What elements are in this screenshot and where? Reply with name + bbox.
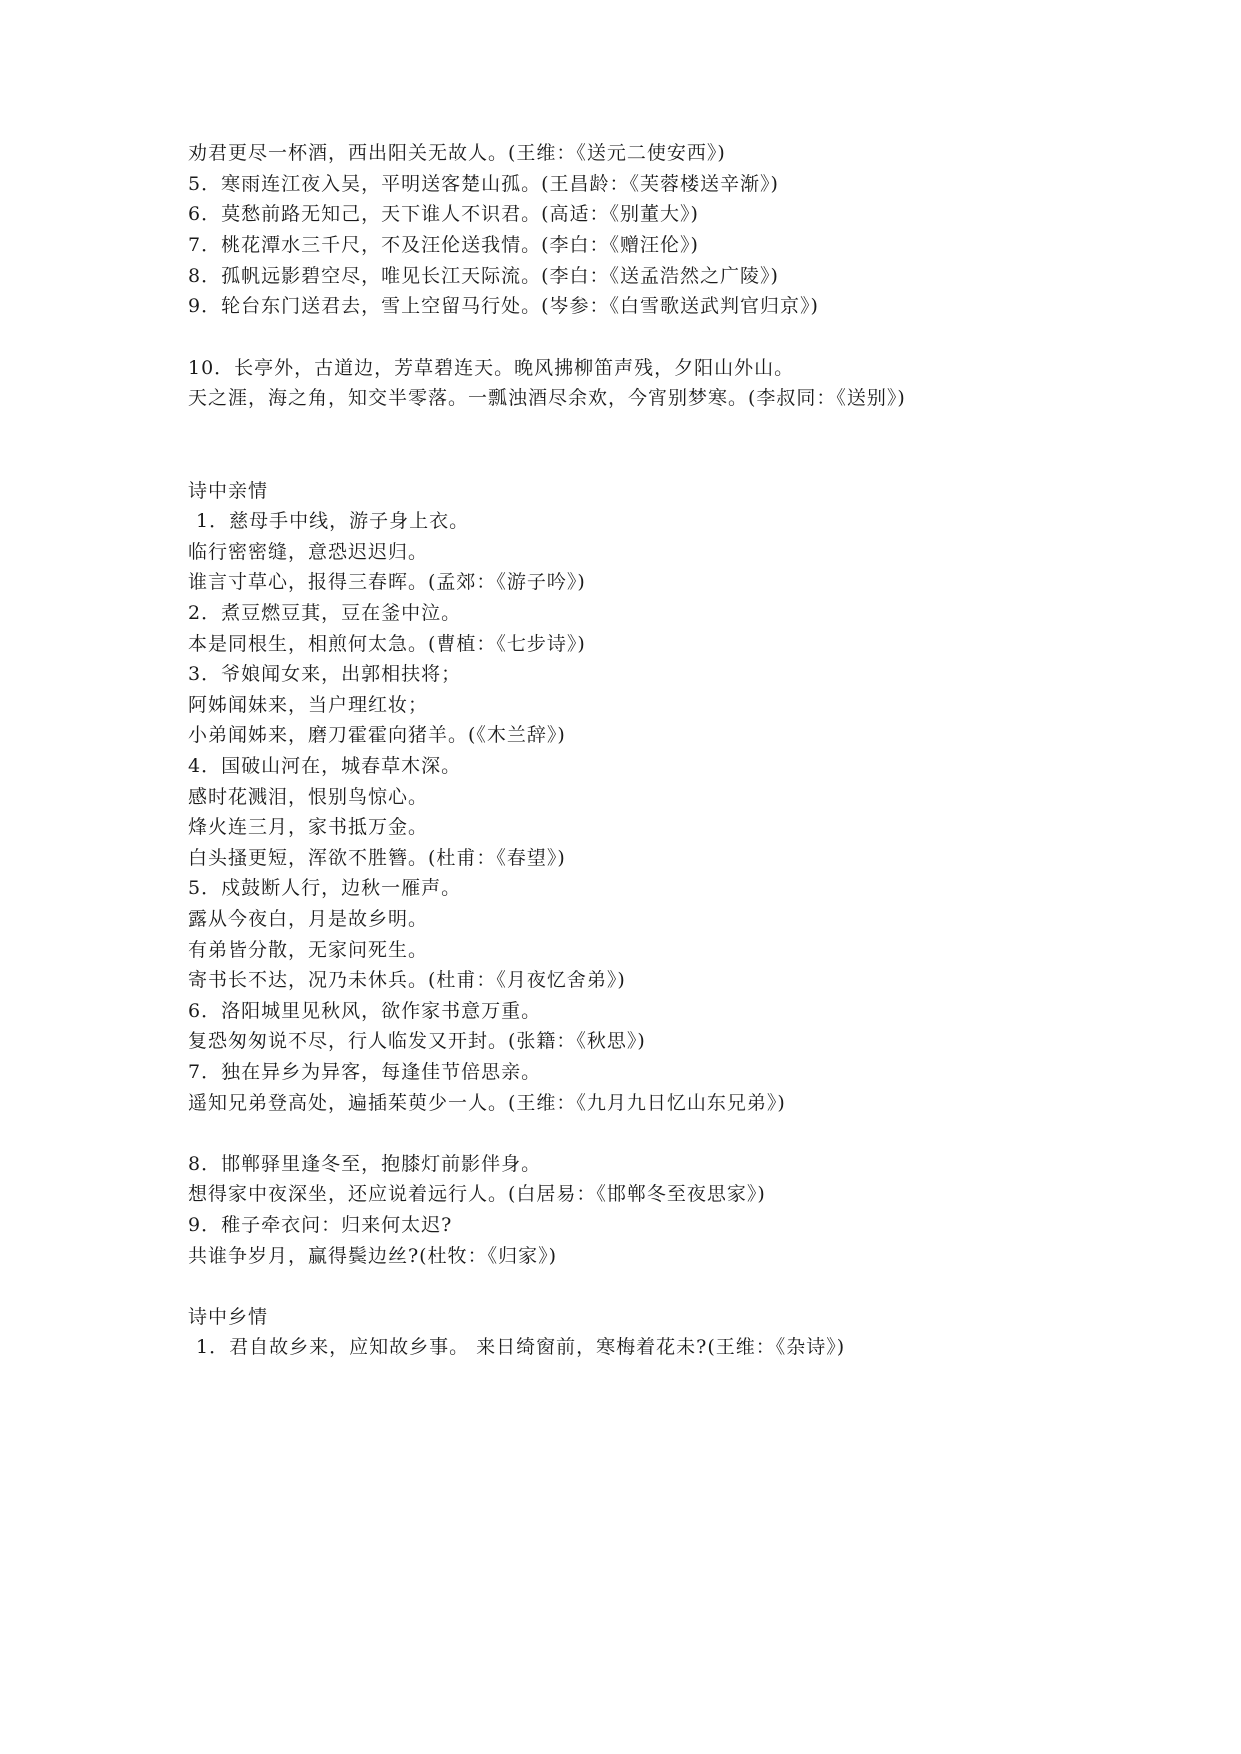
text-line: 露从今夜白，月是故乡明。: [188, 908, 429, 930]
text-line: 5．戍鼓断人行，边秋一雁声。: [188, 877, 462, 899]
text-line: 8．邯郸驿里逢冬至，抱膝灯前影伴身。: [188, 1153, 542, 1175]
text-line: 阿姊闻妹来，当户理红妆；: [188, 694, 429, 716]
section-heading: 诗中乡情: [188, 1306, 269, 1328]
text-line: 6．莫愁前路无知己，天下谁人不识君。(高适：《别董大》): [188, 203, 699, 225]
text-line: 烽火连三月，家书抵万金。: [188, 816, 429, 838]
text-line: 临行密密缝，意恐迟迟归。: [188, 541, 429, 563]
text-line: 白头搔更短，浑欲不胜簪。(杜甫：《春望》): [188, 847, 566, 869]
text-line: 7．桃花潭水三千尺，不及汪伦送我情。(李白：《赠汪伦》): [188, 234, 699, 256]
text-line: 遥知兄弟登高处，遍插茱萸少一人。(王维：《九月九日忆山东兄弟》): [188, 1092, 786, 1114]
text-line: 本是同根生，相煎何太急。(曹植：《七步诗》): [188, 633, 586, 655]
text-line: 5．寒雨连江夜入吴，平明送客楚山孤。(王昌龄：《芙蓉楼送辛渐》): [188, 173, 779, 195]
text-line: 1．君自故乡来，应知故乡事。 来日绮窗前，寒梅着花未?(王维：《杂诗》): [196, 1336, 846, 1358]
text-line: 感时花溅泪，恨别鸟惊心。: [188, 786, 429, 808]
text-line: 寄书长不达，况乃未休兵。(杜甫：《月夜忆舍弟》): [188, 969, 626, 991]
text-line: 劝君更尽一杯酒，西出阳关无故人。(王维：《送元二使安西》): [188, 142, 726, 164]
text-line: 想得家中夜深坐，还应说着远行人。(白居易：《邯郸冬至夜思家》): [188, 1183, 766, 1205]
text-line: 共谁争岁月，赢得鬓边丝?(杜牧：《归家》): [188, 1245, 558, 1267]
text-line: 谁言寸草心，报得三春晖。(孟郊：《游子吟》): [188, 571, 586, 593]
text-line: 10．长亭外，古道边，芳草碧连天。晚风拂柳笛声残，夕阳山外山。: [188, 357, 795, 379]
text-line: 3．爷娘闻女来，出郭相扶将；: [188, 663, 462, 685]
text-line: 天之涯，海之角，知交半零落。一瓢浊酒尽余欢，今宵别梦寒。(李叔同：《送别》): [188, 387, 906, 409]
text-line: 7．独在异乡为异客，每逢佳节倍思亲。: [188, 1061, 542, 1083]
text-line: 1．慈母手中线，游子身上衣。: [196, 510, 470, 532]
text-line: 有弟皆分散，无家问死生。: [188, 939, 429, 961]
text-line: 4．国破山河在，城春草木深。: [188, 755, 462, 777]
text-line: 2．煮豆燃豆萁，豆在釜中泣。: [188, 602, 462, 624]
text-line: 9．轮台东门送君去，雪上空留马行处。(岑参：《白雪歌送武判官归京》): [188, 295, 819, 317]
text-line: 复恐匆匆说不尽，行人临发又开封。(张籍：《秋思》): [188, 1030, 646, 1052]
text-line: 8．孤帆远影碧空尽，唯见长江天际流。(李白：《送孟浩然之广陵》): [188, 265, 779, 287]
text-line: 9．稚子牵衣问：归来何太迟?: [188, 1214, 453, 1236]
text-line: 小弟闻姊来，磨刀霍霍向猪羊。(《木兰辞》): [188, 724, 566, 746]
text-line: 6．洛阳城里见秋风，欲作家书意万重。: [188, 1000, 542, 1022]
section-heading: 诗中亲情: [188, 480, 269, 502]
